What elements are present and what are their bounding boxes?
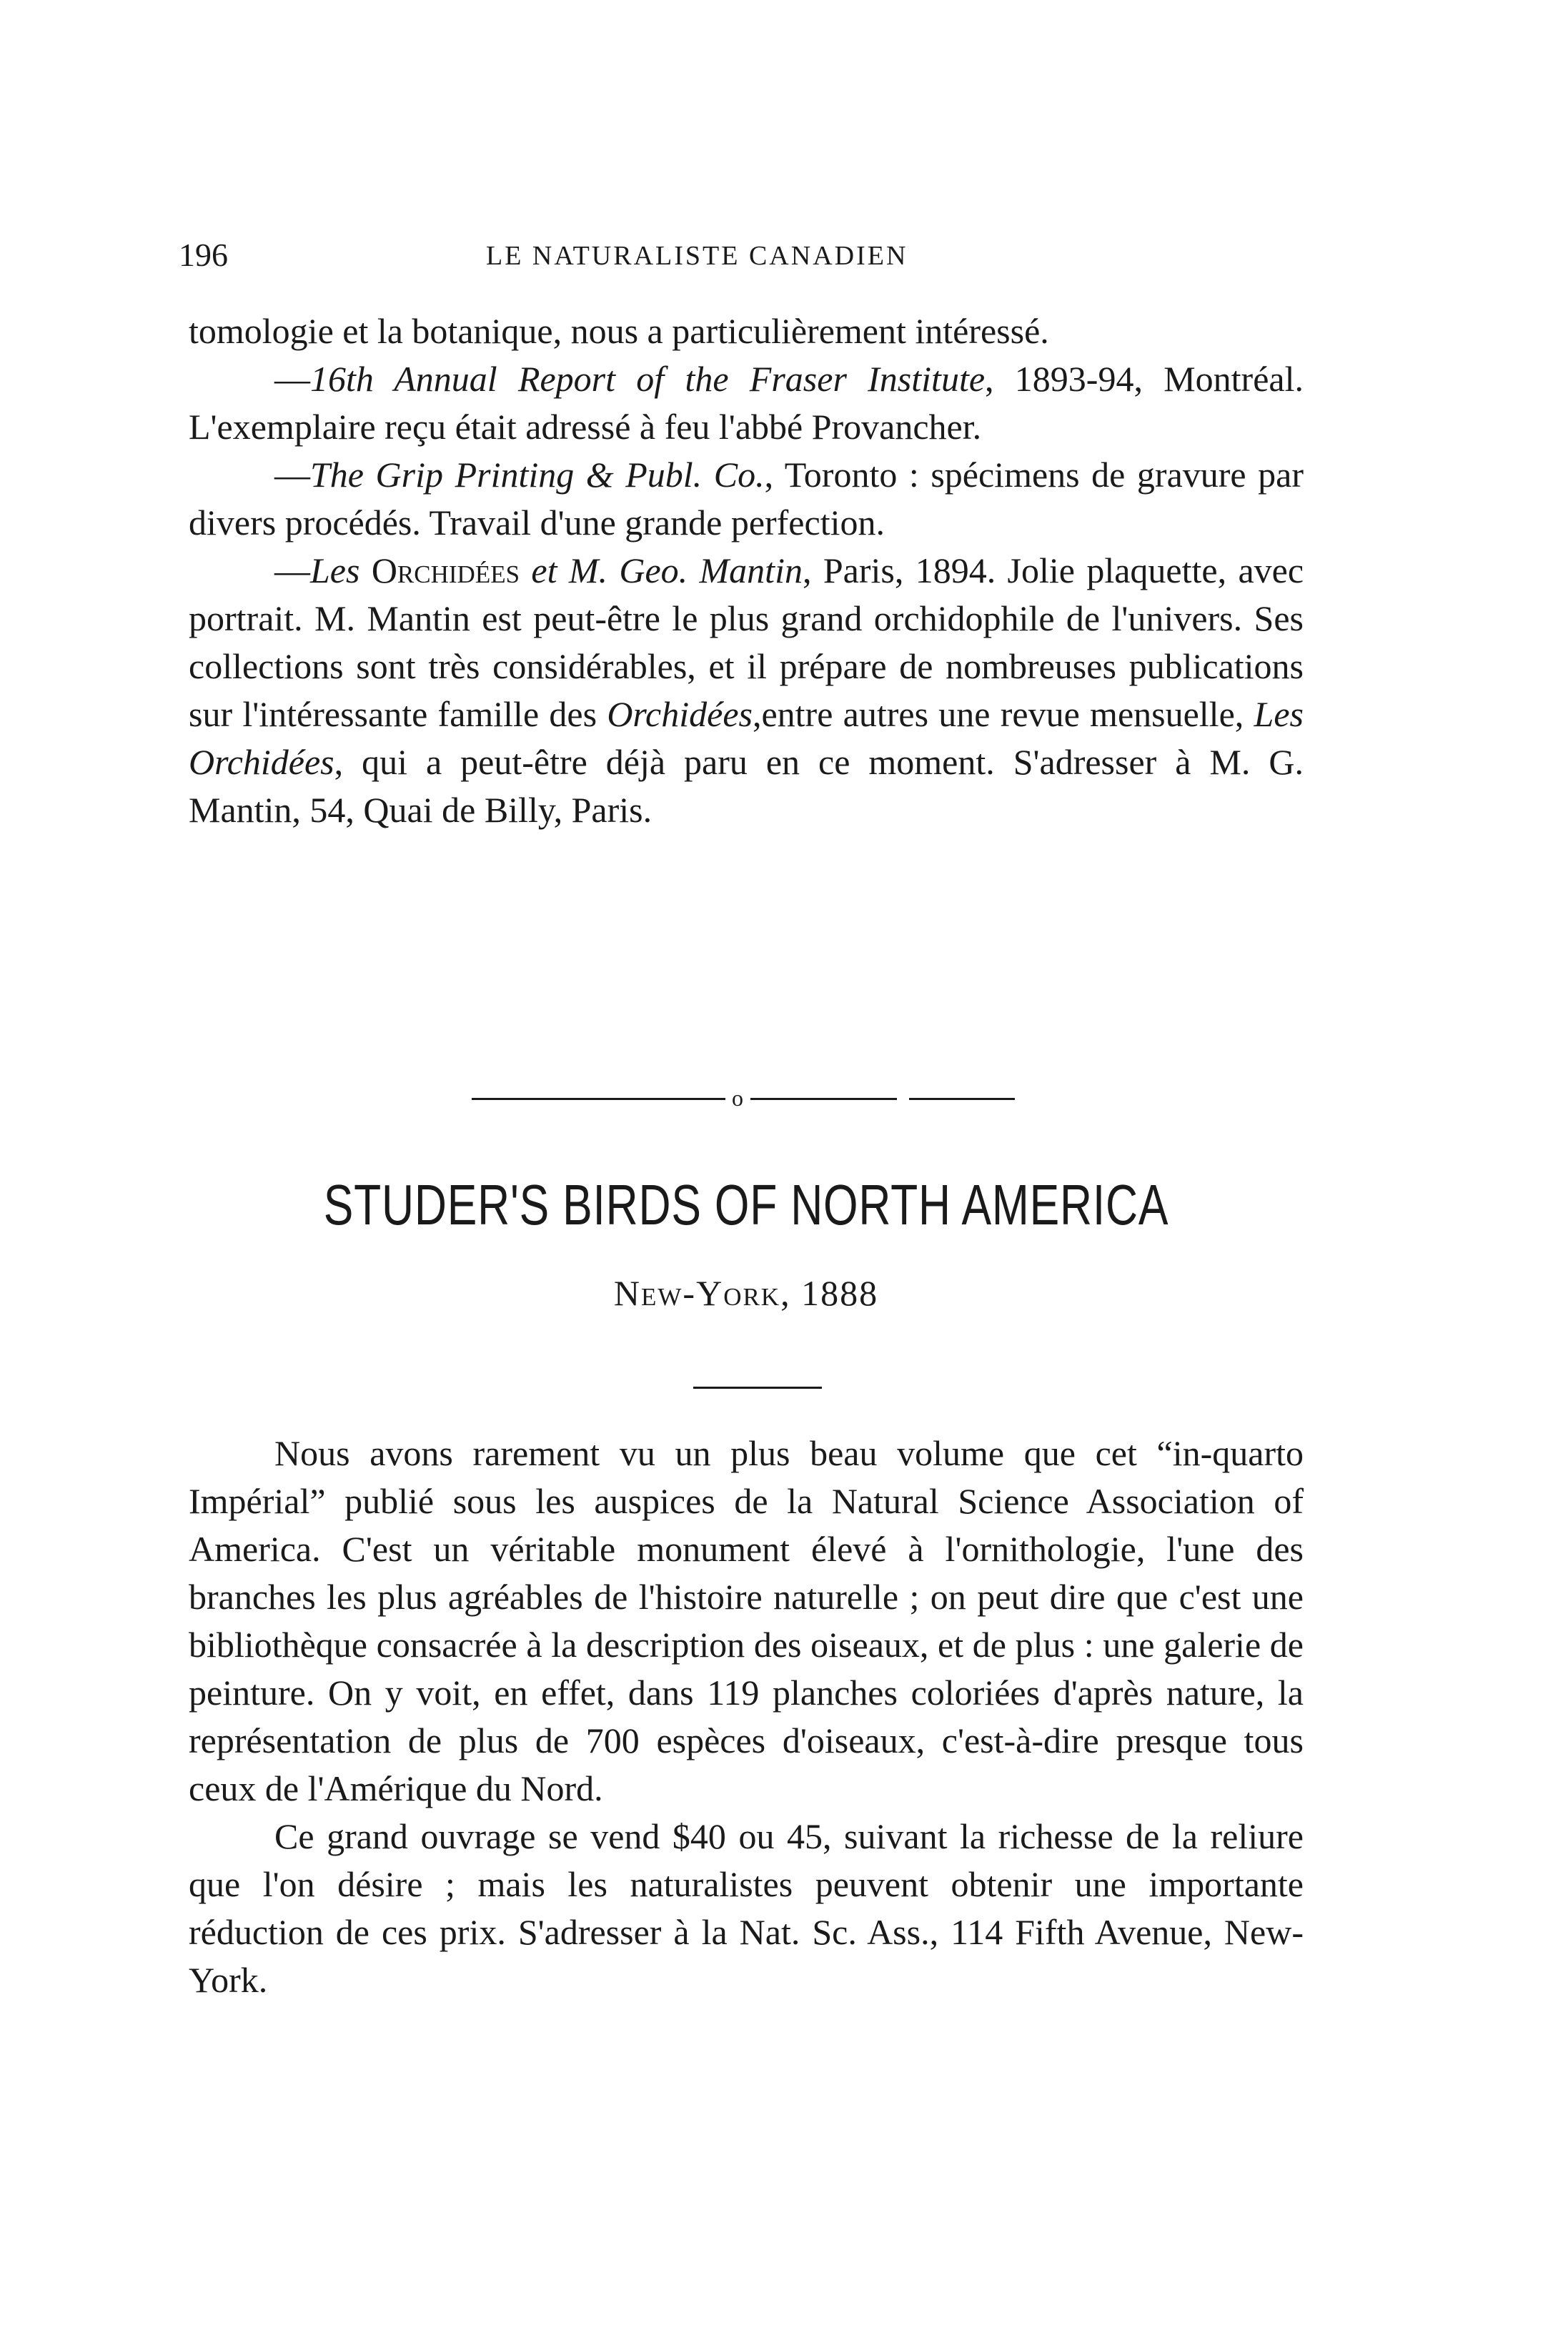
- title-rule: [693, 1387, 822, 1389]
- page-number: 196: [179, 237, 228, 273]
- article-title: STUDER'S BIRDS OF NORTH AMERICA: [323, 1173, 1169, 1237]
- article-subtitle: New-York, 1888: [613, 1273, 879, 1313]
- notice-paragraph: —16th Annual Report of the Fraser Institute, 1893-94, Montréal. L'exemplaire reçu était adressé à feu l'abbé Provancher.: [189, 359, 1304, 447]
- article-paragraph: Nous avons rarement vu un plus beau volume que cet “in-quarto Impérial” publié sous les auspices de la Natural Science Association of America. C'est un véritable monument élevé à l'ornithologie, l'une des branches les plus agréables de l'histoire naturelle ; on peut dire que c'est une bibliothèque consacrée à la description des oiseaux, et de plus : une galerie de peinture. On y voit, en effet, dans 119 planches coloriées d'après nature, la représentation de plus de 700 espèces d'oiseaux, c'est-à-dire presque tous ceux de l'Amérique du Nord.: [189, 1433, 1304, 1808]
- notice-paragraph: tomologie et la botanique, nous a particulièrement intéressé.: [189, 311, 1049, 351]
- notices-section: [189, 307, 1304, 834]
- article-paragraph: Ce grand ouvrage se vend $40 ou 45, suivant la richesse de la reliure que l'on désire ; mais les naturalistes peuvent obtenir une importante réduction de ces prix. S'adresser à la Nat. Sc. Ass., 114 Fifth Avenue, New-York.: [189, 1816, 1304, 2000]
- journal-title: LE NATURALISTE CANADIEN: [486, 241, 908, 271]
- section-divider-ornament: o: [472, 1084, 1015, 1112]
- article-body: [189, 1430, 1304, 2004]
- running-head: [179, 236, 1351, 279]
- notice-paragraph: —Les Orchidées et M. Geo. Mantin, Paris, 1894. Jolie plaquette, avec portrait. M. Mantin est peut-être le plus grand orchidophile de l'univers. Ses collections sont très considérables, et il prépare de nombreuses publications sur l'intéressante famille des Orchidées,entre autres une revue mensuelle, Les Orchidées, qui a peut-être déjà paru en ce moment. S'adresser à M. G. Mantin, 54, Quai de Billy, Paris.: [189, 550, 1304, 830]
- notice-paragraph: —The Grip Printing & Publ. Co., Toronto : spécimens de gravure par divers procédés. Travail d'une grande perfection.: [189, 455, 1304, 543]
